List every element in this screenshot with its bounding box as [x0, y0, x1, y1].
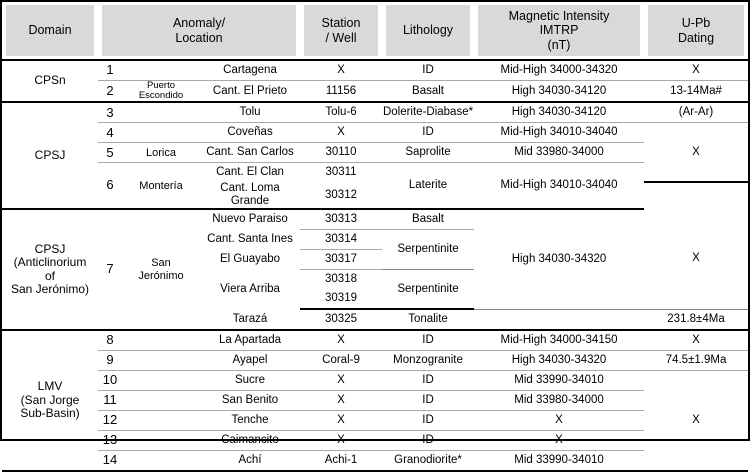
magnetic-intensity: Mid 33980-34000: [474, 143, 644, 163]
station-well: 30317: [300, 250, 382, 270]
table-row: [2, 330, 748, 351]
location-name: Cartagena: [200, 60, 300, 81]
location-name: Sucre: [200, 371, 300, 391]
header-label-lithology: Lithology: [402, 23, 454, 38]
header-cell-station: [300, 2, 382, 60]
location-name: Cant. El Clan: [216, 166, 284, 179]
row-number: 11: [98, 391, 122, 411]
station-well: X: [300, 60, 382, 81]
lithology: Tonalite: [382, 309, 474, 330]
location-name: Tenche: [200, 411, 300, 431]
lithology: Basalt: [382, 209, 474, 230]
domain-label-anticlinorium-line2: (Anticlinorium: [13, 255, 87, 270]
table-row: [2, 102, 748, 123]
upb-dating: 74.5±1.9Ma: [644, 351, 748, 371]
domain-label-anticlinorium-line4: San Jerónimo): [10, 281, 90, 296]
station-well: Achi-1: [300, 451, 382, 472]
header-label-station-line2: / Well: [325, 30, 357, 45]
magnetic-intensity: High 34030-34120: [474, 81, 644, 103]
station-well: 30314: [300, 230, 382, 250]
anomaly-name-line2: Jerónimo: [138, 269, 184, 282]
lithology: ID: [382, 391, 474, 411]
table-row: [2, 411, 748, 431]
header-label-upb-line1: U-Pb: [681, 16, 711, 31]
location-name: Nuevo Paraiso: [212, 213, 288, 226]
location-name: Cant. Santa Ines: [207, 233, 293, 246]
table-row: [2, 60, 748, 81]
domain-label-cpsn: CPSn: [34, 73, 66, 88]
station-well: 30110: [300, 143, 382, 163]
location-name: Cant. Loma Grande: [200, 182, 300, 209]
table-row: [2, 163, 748, 183]
row-number: 9: [98, 351, 122, 371]
lithology: Granodiorite*: [382, 451, 474, 472]
lithology: ID: [382, 411, 474, 431]
anomaly-name: [122, 60, 200, 81]
lithology: ID: [382, 371, 474, 391]
table-row: [2, 143, 748, 163]
domain-label-lmv-line2: (San Jorge: [20, 392, 80, 407]
row-number: 14: [98, 451, 122, 472]
lithology: Dolerite-Diabase*: [382, 102, 474, 123]
station-well: 30313: [300, 209, 382, 230]
domain-cell-cpsn: [2, 60, 98, 102]
location-name: Cant. El Prieto: [200, 81, 300, 103]
domain-cell-lmv: [2, 330, 98, 471]
magnetic-intensity: Mid-High 34000-34320: [474, 60, 644, 81]
row-number: 4: [98, 123, 122, 143]
station-well: Coral-9: [300, 351, 382, 371]
header-row: [2, 2, 748, 60]
upb-dating: X: [644, 60, 748, 81]
location-name: Coveñas: [200, 123, 300, 143]
magnetic-intensity: Mid-High 34010-34040: [474, 163, 644, 209]
station-well: X: [300, 123, 382, 143]
upb-dating: X: [644, 209, 748, 309]
header-cell-lithology: [382, 2, 474, 60]
header-cell-anomaly: [98, 2, 300, 60]
anomaly-name: [122, 351, 200, 371]
domain-label-cpsj: CPSJ: [34, 147, 66, 162]
location-name: Tolu: [200, 102, 300, 123]
row-number: 1: [98, 60, 122, 81]
location-name: Cant. San Carlos: [200, 143, 300, 163]
header-label-upb-line2: Dating: [677, 30, 715, 45]
location-name: Caimancito: [200, 431, 300, 451]
lithology: Laterite: [382, 163, 474, 209]
station-well: 30319: [300, 289, 382, 309]
header-cell-upb: [644, 2, 748, 60]
header-label-magnetic-line2: IMTRP: [539, 23, 579, 38]
anomaly-name: [122, 391, 200, 411]
header-label-domain: Domain: [28, 23, 72, 38]
anomaly-name-line2: Escondido: [138, 89, 184, 101]
domain-label-anticlinorium-line3: of: [44, 268, 55, 283]
lithology: Basalt: [382, 81, 474, 103]
station-well: 11156: [300, 81, 382, 103]
geology-table: [2, 2, 748, 472]
magnetic-intensity: [474, 309, 644, 330]
anomaly-name: [122, 81, 200, 103]
anomaly-name: [122, 371, 200, 391]
station-well: 30311: [325, 166, 357, 179]
anomaly-name: Lorica: [122, 143, 200, 163]
row-number: 10: [98, 371, 122, 391]
station-well: X: [300, 411, 382, 431]
anomaly-name: [122, 330, 200, 351]
upb-dating: (Ar-Ar): [644, 102, 748, 123]
header-label-station-line1: Station: [321, 16, 361, 31]
magnetic-intensity: High 34030-34320: [474, 209, 644, 309]
row-number: 3: [98, 102, 122, 123]
table-header: [2, 2, 748, 60]
station-well: X: [300, 431, 382, 451]
location-name: La Apartada: [200, 330, 300, 351]
header-label-magnetic-line1: Magnetic Intensity: [508, 8, 610, 23]
header-label-anomaly-line2: Location: [175, 30, 223, 45]
table-row: [2, 81, 748, 103]
header-label-anomaly-line1: Anomaly/: [172, 16, 226, 31]
domain-label-lmv-line1: LMV: [37, 379, 63, 394]
row-number: 12: [98, 411, 122, 431]
magnetic-intensity: Mid 33990-34010: [474, 371, 644, 391]
location-name: Tarazá: [200, 309, 300, 330]
anomaly-name: [122, 102, 200, 123]
table-row: [2, 351, 748, 371]
table-row: [2, 371, 748, 391]
upb-dating: X: [644, 371, 748, 472]
anomaly-name-line1: San: [151, 257, 171, 270]
lithology: Serpentinite: [382, 230, 474, 270]
table-row: [2, 123, 748, 143]
row-number: 6: [98, 163, 122, 209]
station-well: X: [300, 391, 382, 411]
magnetic-intensity: X: [474, 431, 644, 451]
location-name: El Guayabo: [219, 253, 281, 266]
location-name: Viera Arriba: [220, 282, 280, 295]
anomaly-name: [122, 411, 200, 431]
upb-dating: X: [644, 123, 748, 183]
header-cell-domain: [2, 2, 98, 60]
lithology: Serpentinite: [382, 270, 474, 310]
lithology: Monzogranite: [382, 351, 474, 371]
station-well: X: [300, 330, 382, 351]
lithology: Saprolite: [382, 143, 474, 163]
magnetic-intensity: High 34030-34120: [474, 102, 644, 123]
table-body: [2, 60, 748, 471]
magnetic-intensity: High 34030-34320: [474, 351, 644, 371]
domain-label-lmv-line3: Sub-Basin): [20, 406, 80, 421]
row-number: 8: [98, 330, 122, 351]
domain-label-anticlinorium-line1: CPSJ: [34, 241, 66, 256]
row-number: 2: [98, 81, 122, 103]
table-row: [2, 391, 748, 411]
row-number: 13: [98, 431, 122, 451]
station-well: X: [300, 371, 382, 391]
station-well: 30312: [300, 182, 382, 209]
header-cell-magnetic: [474, 2, 644, 60]
row-number: 5: [98, 143, 122, 163]
station-well: 30318: [325, 273, 357, 286]
header-label-magnetic-line3: (nT): [547, 37, 571, 52]
table-row: [2, 451, 748, 472]
anomaly-name-line1: Puerto: [147, 80, 175, 91]
anomaly-name: Montería: [122, 163, 200, 209]
anomaly-name: [122, 451, 200, 472]
anomaly-name: [122, 123, 200, 143]
upb-dating: 13-14Ma#: [644, 81, 748, 103]
location-name: Achí: [200, 451, 300, 472]
table-row: [2, 209, 748, 230]
location-name: Ayapel: [200, 351, 300, 371]
upb-dating: 231.8±4Ma: [644, 309, 748, 330]
domain-cell-cpsj-anticlinorium: [2, 209, 98, 330]
lithology: ID: [382, 330, 474, 351]
anomaly-name: [122, 209, 200, 330]
station-well: 30325: [300, 309, 382, 330]
magnetic-intensity: Mid 33980-34000: [474, 391, 644, 411]
lithology: ID: [382, 60, 474, 81]
domain-cell-cpsj: [2, 102, 98, 209]
lithology: ID: [382, 431, 474, 451]
row-number: 7: [98, 209, 122, 330]
location-name: San Benito: [200, 391, 300, 411]
upb-dating: X: [644, 330, 748, 351]
magnetic-intensity: Mid-High 34000-34150: [474, 330, 644, 351]
lithology: ID: [382, 123, 474, 143]
magnetic-intensity: Mid 33990-34010: [474, 451, 644, 472]
station-well: Tolu-6: [300, 102, 382, 123]
magnetic-intensity: X: [474, 411, 644, 431]
magnetic-intensity: Mid-High 34010-34040: [474, 123, 644, 143]
